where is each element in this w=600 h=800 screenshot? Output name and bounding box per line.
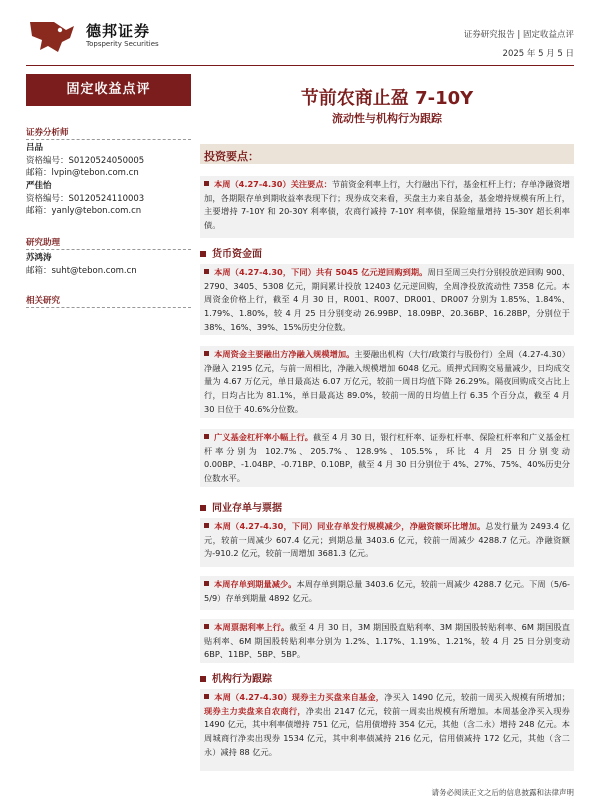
paragraph-text: 截至 4 月 30 日，3M 期国股直贴利率、3M 期国股转贴利率、6M 期国股直贴利率、6M 期国股转贴利率分别为 1.2%、1.17%、1.19%、1.21%，较 4 月 25 日分别变动 6BP、11BP、5BP、5BP。 [204,622,570,660]
paragraph-highlight: 本周存单到期量减少。 [214,579,297,589]
bullet-icon [204,434,209,439]
key-point-summary [200,176,574,238]
section-bullet-icon [200,676,206,682]
analyst-section-label: 证券分析师 [26,128,69,138]
report-type: 证券研究报告 | 固定收益点评 [463,30,574,40]
related-divider [26,307,191,308]
paragraph-highlight-2: 现券主力卖盘来自农商行， [204,705,306,716]
analyst-divider [26,139,191,140]
key-points-label: 投资要点： [204,150,259,163]
report-category: 固定收益点评 [26,74,191,106]
bullet-icon [204,624,209,629]
paragraph-highlight: 本周资金主要融出方净融入规模增加。 [214,349,355,359]
paragraph-text: 净买入 1490 亿元，较前一周买入规模有所增加； [384,692,570,702]
section-bullet-icon [200,251,206,257]
company-name-en: Topsperity Securities [86,40,159,48]
bullet-icon [204,694,209,699]
assistant-email: 邮箱：suht@tebon.com.cn [26,265,137,276]
paragraph-highlight: 本周票据利率上行。 [214,622,290,632]
paragraph-reverse-repo [200,264,574,335]
paragraph-text: 本周存单到期总量 3403.6 亿元，较前一周减少 4288.7 亿元。下周（5/6-5/9）存单到期量 4892 亿元。 [204,579,570,603]
bullet-icon [204,581,209,586]
section-title: 机构行为跟踪 [212,674,272,685]
bullet-icon [204,269,209,274]
paragraph-highlight: 本周（4.27-4.30，下同）同业存单发行规模减少，净融资额环比增加。 [214,521,486,531]
page-title: 节前农商止盈 7-10Y [300,88,474,109]
assistant-name: 苏鸿涛 [26,253,52,263]
section-title: 货币资金面 [212,249,262,260]
assistant-info [26,252,137,277]
paragraph-text: 周日至周三央行分别投放逆回购 900、2790、3405、5308 亿元，期间累计投放 12403 亿元逆回购，全周净投放流动性 7358 亿元。本周资金价格上行，截至 4 月 30 日，R001、R007、DR001、DR007 分别为 1.85%、1.84%、1.79%、1.80%，较 4 月 25 日分别变动 26.99BP、18.09BP、20.36BP、16.28BP，分别位于 38%、16%、39%、15%历史分位数。 [204,267,570,332]
analyst-1-email: 邮箱：lvpin@tebon.com.cn [26,168,139,178]
analyst-2-name: 严佳怡 [26,181,52,191]
analyst-2-license: 资格编号：S0120524110003 [26,193,145,204]
page-subtitle: 流动性与机构行为跟踪 [332,112,442,125]
assistant-divider [26,249,191,250]
paragraph-text: 总发行量为 2493.4 亿元，较前一周减少 607.4 亿元；到期总量 3403.6 亿元，较前一周减少 4288.7 亿元。净融资额为-910.2 亿元，较前一周增加 3681.3 亿元。 [204,521,570,559]
paragraph-institution-trading [200,689,574,771]
analyst-1-name: 吕品 [26,143,44,153]
paragraph-highlight: 本周（4.27-4.30）现券主力买盘来自基金， [214,692,385,702]
bullet-icon [204,351,209,356]
analyst-2 [26,180,144,218]
header-divider [26,65,574,66]
summary-text: 节前资金利率上行，大行融出下行，基金杠杆上行；存单净融资增加，各期限存单到期收益率表现下行；现券成交来看，买盘主力来自基金，基金增持规模有所上行，主要增持 7-10Y 和 20-30Y 利率债，农商行减持 7-10Y 利率债，保险缩量增持 15-30Y 超长利率债。 [204,179,570,231]
analyst-1 [26,142,144,180]
paragraph-text: 主要融出机构（大行/政策行与股份行）全周（4.27-4.30）净融入 2195 亿元，与前一周相比，净融入规模增加 6048 亿元。质押式回购交易量减少，日均成交量为 4.67 万亿元，单日最高达 6.07 万亿元，较前一周日均值下降 26.29%。隔夜回购成交占比上行，日均占比为 81.1%，单日最高达 89.0%，较前一周的日均值上行 6.35 个百分点，截至 4 月 30 日位于 40.6%分位数。 [204,349,570,414]
analyst-2-email: 邮箱：yanly@tebon.com.cn [26,206,142,216]
paragraph-ncd-issuance [200,518,574,567]
paragraph-text-2: 净卖出 2147 亿元，较前一周卖出规模有所增加。本周基金净买入现券 1490 亿元，其中利率债增持 751 亿元，信用债增持 354 亿元，其他（含二永）增持 248 亿元。本周城商行净卖出现券 1534 亿元，其中利率债减持 216 亿元，信用债减持 172 亿元，其他（含二永）减持 88 亿元。 [204,705,570,757]
paragraph-ncd-maturity [200,576,574,610]
company-logo-icon [26,16,78,56]
company-name-cn: 德邦证券 [86,22,151,40]
assistant-section-label: 研究助理 [26,238,61,248]
paragraph-bill-rates [200,619,574,663]
section-title: 同业存单与票据 [212,503,282,514]
related-research-label: 相关研究 [26,296,61,306]
summary-highlight: 本周（4.27-4.30）关注要点： [214,179,332,189]
paragraph-highlight: 广义基金杠杆率小幅上行。 [214,432,313,442]
section-money-market [200,245,262,260]
section-ncd-bills [200,499,282,514]
report-date: 2025 年 5 月 5 日 [502,49,574,59]
paragraph-highlight: 本周（4.27-4.30，下同）共有 5045 亿元逆回购到期。 [214,267,428,277]
disclaimer-footer: 请务必阅读正文之后的信息披露和法律声明 [431,788,574,797]
analyst-1-license: 资格编号：S0120524050005 [26,155,145,166]
bullet-icon [204,523,209,528]
paragraph-leverage [200,429,574,487]
paragraph-net-financing [200,346,574,418]
paragraph-text: 截至 4 月 30 日，银行杠杆率、证券杠杆率、保险杠杆率和广义基金杠杆率分别为 102.7%、205.7%、128.9%、105.5%，环比 4 月 25 日分别变动 0.00BP、-1.04BP、-0.71BP、0.10BP，截至 4 月 30 日分别位于 4%、27%、75%、40%历史分位数水平。 [204,432,570,484]
section-institution-behavior [200,670,272,685]
section-bullet-icon [200,505,206,511]
bullet-icon [204,181,209,186]
